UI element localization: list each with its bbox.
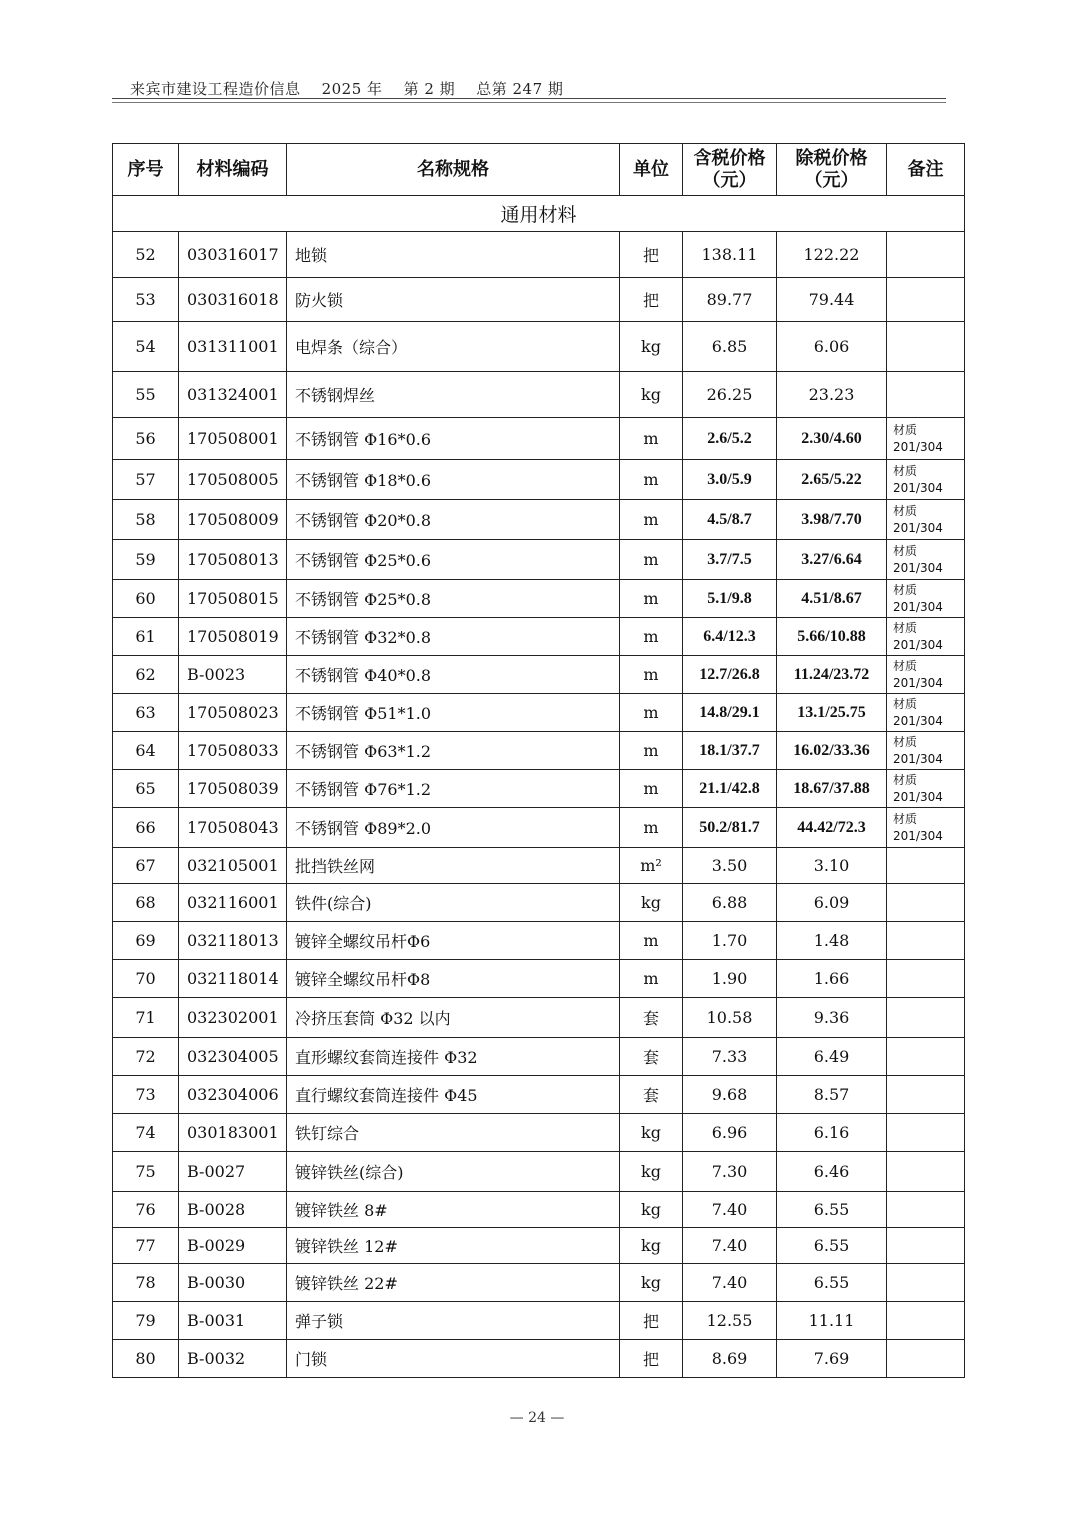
cell-seq: 75 — [113, 1152, 179, 1192]
cell-seq: 70 — [113, 960, 179, 998]
cell-notax-price: 6.49 — [777, 1038, 887, 1076]
cell-notax-price: 79.44 — [777, 278, 887, 322]
cell-name: 不锈钢管 Φ25*0.6 — [287, 540, 620, 580]
cell-notax-price: 11.24/23.72 — [777, 656, 887, 694]
cell-code: 170508033 — [179, 732, 287, 770]
cell-tax-price: 3.7/7.5 — [683, 540, 777, 580]
cell-note — [887, 998, 965, 1038]
cell-note: 材质 201/304 — [887, 732, 965, 770]
table-row — [113, 848, 965, 884]
page-header: 来宾市建设工程造价信息 2025 年 第 2 期 总第 247 期 — [130, 80, 564, 98]
table-row — [113, 998, 965, 1038]
cell-note — [887, 232, 965, 278]
cell-code: 170508043 — [179, 808, 287, 848]
cell-tax-price: 7.40 — [683, 1192, 777, 1228]
cell-note: 材质 201/304 — [887, 770, 965, 808]
cell-notax-price: 3.98/7.70 — [777, 500, 887, 540]
cell-name: 镀锌铁丝 8# — [287, 1192, 620, 1228]
cell-seq: 67 — [113, 848, 179, 884]
cell-unit: kg — [620, 884, 683, 922]
table-row — [113, 500, 965, 540]
table-row — [113, 372, 965, 418]
cell-seq: 61 — [113, 618, 179, 656]
cell-unit: 把 — [620, 232, 683, 278]
cell-note: 材质 201/304 — [887, 418, 965, 460]
cell-unit: m — [620, 694, 683, 732]
cell-tax-price: 10.58 — [683, 998, 777, 1038]
cell-unit: m — [620, 656, 683, 694]
cell-code: 031324001 — [179, 372, 287, 418]
table-row — [113, 232, 965, 278]
header-code: 材料编码 — [179, 144, 287, 196]
cell-tax-price: 6.4/12.3 — [683, 618, 777, 656]
cell-unit: 套 — [620, 1038, 683, 1076]
table-row — [113, 1152, 965, 1192]
cell-note — [887, 1152, 965, 1192]
cell-notax-price: 6.55 — [777, 1192, 887, 1228]
cell-notax-price: 6.06 — [777, 322, 887, 372]
cell-notax-price: 122.22 — [777, 232, 887, 278]
cell-name: 防火锁 — [287, 278, 620, 322]
cell-note — [887, 960, 965, 998]
cell-seq: 56 — [113, 418, 179, 460]
cell-unit: m — [620, 770, 683, 808]
table-row — [113, 278, 965, 322]
cell-tax-price: 21.1/42.8 — [683, 770, 777, 808]
cell-code: 032302001 — [179, 998, 287, 1038]
cell-name: 门锁 — [287, 1340, 620, 1378]
cell-unit: m — [620, 618, 683, 656]
cell-name: 不锈钢管 Φ16*0.6 — [287, 418, 620, 460]
cell-note: 材质 201/304 — [887, 808, 965, 848]
cell-code: B-0028 — [179, 1192, 287, 1228]
cell-seq: 80 — [113, 1340, 179, 1378]
cell-unit: m — [620, 540, 683, 580]
cell-code: 032304006 — [179, 1076, 287, 1114]
cell-name: 不锈钢管 Φ20*0.8 — [287, 500, 620, 540]
cell-tax-price: 138.11 — [683, 232, 777, 278]
cell-notax-price: 7.69 — [777, 1340, 887, 1378]
cell-seq: 53 — [113, 278, 179, 322]
cell-code: 170508023 — [179, 694, 287, 732]
cell-tax-price: 50.2/81.7 — [683, 808, 777, 848]
cell-name: 不锈钢管 Φ40*0.8 — [287, 656, 620, 694]
cell-seq: 69 — [113, 922, 179, 960]
cell-code: 170508005 — [179, 460, 287, 500]
cell-name: 直行螺纹套筒连接件 Φ45 — [287, 1076, 620, 1114]
cell-seq: 71 — [113, 998, 179, 1038]
cell-tax-price: 1.70 — [683, 922, 777, 960]
cell-note — [887, 848, 965, 884]
cell-unit: m — [620, 580, 683, 618]
cell-seq: 72 — [113, 1038, 179, 1076]
cell-note — [887, 1076, 965, 1114]
cell-seq: 64 — [113, 732, 179, 770]
header-notax-price: 除税价格（元） — [777, 144, 887, 196]
header-note: 备注 — [887, 144, 965, 196]
cell-notax-price: 16.02/33.36 — [777, 732, 887, 770]
table-row — [113, 1076, 965, 1114]
header-rule — [112, 98, 946, 99]
cell-unit: 把 — [620, 278, 683, 322]
cell-code: 032105001 — [179, 848, 287, 884]
cell-code: 170508009 — [179, 500, 287, 540]
cell-notax-price: 18.67/37.88 — [777, 770, 887, 808]
cell-unit: m — [620, 418, 683, 460]
table-row — [113, 1228, 965, 1264]
cell-seq: 52 — [113, 232, 179, 278]
cell-code: 170508013 — [179, 540, 287, 580]
table-row — [113, 1192, 965, 1228]
cell-notax-price: 6.16 — [777, 1114, 887, 1152]
cell-name: 铁钉综合 — [287, 1114, 620, 1152]
cell-seq: 63 — [113, 694, 179, 732]
cell-name: 镀锌全螺纹吊杆Φ6 — [287, 922, 620, 960]
cell-unit: kg — [620, 1228, 683, 1264]
cell-tax-price: 4.5/8.7 — [683, 500, 777, 540]
cell-code: 032118013 — [179, 922, 287, 960]
cell-seq: 57 — [113, 460, 179, 500]
cell-code: 170508015 — [179, 580, 287, 618]
cell-note — [887, 922, 965, 960]
cell-code: B-0029 — [179, 1228, 287, 1264]
cell-code: 170508001 — [179, 418, 287, 460]
cell-tax-price: 3.0/5.9 — [683, 460, 777, 500]
cell-notax-price: 13.1/25.75 — [777, 694, 887, 732]
cell-seq: 73 — [113, 1076, 179, 1114]
cell-name: 不锈钢管 Φ89*2.0 — [287, 808, 620, 848]
table-row — [113, 1038, 965, 1076]
table-row — [113, 808, 965, 848]
cell-seq: 66 — [113, 808, 179, 848]
cell-unit: kg — [620, 1114, 683, 1152]
cell-note — [887, 372, 965, 418]
cell-note — [887, 322, 965, 372]
cell-notax-price: 6.55 — [777, 1228, 887, 1264]
cell-seq: 55 — [113, 372, 179, 418]
section-title: 通用材料 — [113, 196, 965, 232]
cell-code: 030183001 — [179, 1114, 287, 1152]
cell-code: 170508019 — [179, 618, 287, 656]
cell-code: B-0023 — [179, 656, 287, 694]
table-row — [113, 770, 965, 808]
cell-unit: m² — [620, 848, 683, 884]
cell-notax-price: 6.55 — [777, 1264, 887, 1302]
cell-tax-price: 9.68 — [683, 1076, 777, 1114]
cell-seq: 60 — [113, 580, 179, 618]
cell-tax-price: 6.88 — [683, 884, 777, 922]
cell-tax-price: 7.40 — [683, 1228, 777, 1264]
cell-code: 030316018 — [179, 278, 287, 322]
cell-name: 铁件(综合) — [287, 884, 620, 922]
cell-note: 材质 201/304 — [887, 500, 965, 540]
cell-tax-price: 7.40 — [683, 1264, 777, 1302]
cell-unit: kg — [620, 322, 683, 372]
cell-tax-price: 2.6/5.2 — [683, 418, 777, 460]
cell-note — [887, 1192, 965, 1228]
cell-code: 032116001 — [179, 884, 287, 922]
cell-code: 032118014 — [179, 960, 287, 998]
cell-name: 不锈钢管 Φ32*0.8 — [287, 618, 620, 656]
section-row — [113, 196, 965, 232]
cell-notax-price: 5.66/10.88 — [777, 618, 887, 656]
cell-note — [887, 884, 965, 922]
cell-unit: 套 — [620, 1076, 683, 1114]
cell-tax-price: 6.85 — [683, 322, 777, 372]
cell-code: B-0031 — [179, 1302, 287, 1340]
table-row — [113, 732, 965, 770]
cell-name: 直形螺纹套筒连接件 Φ32 — [287, 1038, 620, 1076]
table-row — [113, 418, 965, 460]
cell-note: 材质 201/304 — [887, 656, 965, 694]
cell-unit: kg — [620, 1152, 683, 1192]
header-unit: 单位 — [620, 144, 683, 196]
cell-notax-price: 2.65/5.22 — [777, 460, 887, 500]
table-row — [113, 618, 965, 656]
cell-notax-price: 6.46 — [777, 1152, 887, 1192]
cell-seq: 58 — [113, 500, 179, 540]
cell-seq: 74 — [113, 1114, 179, 1152]
cell-notax-price: 4.51/8.67 — [777, 580, 887, 618]
cell-note: 材质 201/304 — [887, 460, 965, 500]
cell-note — [887, 278, 965, 322]
cell-notax-price: 1.48 — [777, 922, 887, 960]
table-row — [113, 1264, 965, 1302]
cell-tax-price: 7.30 — [683, 1152, 777, 1192]
cell-name: 不锈钢焊丝 — [287, 372, 620, 418]
cell-notax-price: 1.66 — [777, 960, 887, 998]
cell-unit: m — [620, 808, 683, 848]
cell-name: 不锈钢管 Φ51*1.0 — [287, 694, 620, 732]
cell-name: 批挡铁丝网 — [287, 848, 620, 884]
cell-tax-price: 6.96 — [683, 1114, 777, 1152]
cell-note — [887, 1340, 965, 1378]
cell-code: 030316017 — [179, 232, 287, 278]
cell-name: 不锈钢管 Φ25*0.8 — [287, 580, 620, 618]
table-header-row — [113, 144, 965, 196]
table-row — [113, 460, 965, 500]
cell-tax-price: 18.1/37.7 — [683, 732, 777, 770]
cell-seq: 59 — [113, 540, 179, 580]
cell-tax-price: 12.55 — [683, 1302, 777, 1340]
cell-unit: m — [620, 922, 683, 960]
cell-note: 材质 201/304 — [887, 580, 965, 618]
table-row — [113, 656, 965, 694]
cell-notax-price: 3.10 — [777, 848, 887, 884]
table-row — [113, 580, 965, 618]
cell-unit: m — [620, 960, 683, 998]
cell-note — [887, 1114, 965, 1152]
cell-unit: m — [620, 460, 683, 500]
cell-name: 冷挤压套筒 Φ32 以内 — [287, 998, 620, 1038]
cell-seq: 76 — [113, 1192, 179, 1228]
cell-notax-price: 8.57 — [777, 1076, 887, 1114]
cell-code: B-0030 — [179, 1264, 287, 1302]
cell-unit: 把 — [620, 1340, 683, 1378]
cell-seq: 79 — [113, 1302, 179, 1340]
cell-seq: 78 — [113, 1264, 179, 1302]
cell-name: 弹子锁 — [287, 1302, 620, 1340]
cell-name: 不锈钢管 Φ18*0.6 — [287, 460, 620, 500]
cell-unit: 套 — [620, 998, 683, 1038]
cell-tax-price: 7.33 — [683, 1038, 777, 1076]
cell-notax-price: 9.36 — [777, 998, 887, 1038]
cell-tax-price: 89.77 — [683, 278, 777, 322]
cell-note — [887, 1302, 965, 1340]
header-name: 名称规格 — [287, 144, 620, 196]
cell-seq: 65 — [113, 770, 179, 808]
cell-name: 地锁 — [287, 232, 620, 278]
cell-unit: kg — [620, 1192, 683, 1228]
cell-code: B-0027 — [179, 1152, 287, 1192]
table-row — [113, 322, 965, 372]
cell-note — [887, 1264, 965, 1302]
cell-code: 032304005 — [179, 1038, 287, 1076]
cell-note: 材质 201/304 — [887, 694, 965, 732]
cell-tax-price: 5.1/9.8 — [683, 580, 777, 618]
cell-name: 镀锌全螺纹吊杆Φ8 — [287, 960, 620, 998]
table-row — [113, 694, 965, 732]
price-table — [112, 143, 965, 1378]
table-row — [113, 960, 965, 998]
cell-code: B-0032 — [179, 1340, 287, 1378]
cell-seq: 62 — [113, 656, 179, 694]
table-row — [113, 540, 965, 580]
cell-notax-price: 23.23 — [777, 372, 887, 418]
cell-unit: 把 — [620, 1302, 683, 1340]
cell-notax-price: 3.27/6.64 — [777, 540, 887, 580]
table-row — [113, 884, 965, 922]
cell-tax-price: 8.69 — [683, 1340, 777, 1378]
cell-name: 不锈钢管 Φ63*1.2 — [287, 732, 620, 770]
cell-code: 031311001 — [179, 322, 287, 372]
cell-seq: 54 — [113, 322, 179, 372]
cell-tax-price: 1.90 — [683, 960, 777, 998]
table-row — [113, 1302, 965, 1340]
cell-note — [887, 1038, 965, 1076]
cell-note — [887, 1228, 965, 1264]
cell-name: 电焊条（综合） — [287, 322, 620, 372]
cell-notax-price: 2.30/4.60 — [777, 418, 887, 460]
cell-notax-price: 44.42/72.3 — [777, 808, 887, 848]
cell-unit: kg — [620, 372, 683, 418]
cell-name: 镀锌铁丝 12# — [287, 1228, 620, 1264]
cell-tax-price: 3.50 — [683, 848, 777, 884]
table-row — [113, 1340, 965, 1378]
cell-tax-price: 26.25 — [683, 372, 777, 418]
cell-seq: 77 — [113, 1228, 179, 1264]
cell-notax-price: 6.09 — [777, 884, 887, 922]
cell-name: 不锈钢管 Φ76*1.2 — [287, 770, 620, 808]
cell-note: 材质 201/304 — [887, 540, 965, 580]
cell-tax-price: 12.7/26.8 — [683, 656, 777, 694]
cell-unit: m — [620, 500, 683, 540]
cell-name: 镀锌铁丝(综合) — [287, 1152, 620, 1192]
cell-notax-price: 11.11 — [777, 1302, 887, 1340]
cell-unit: kg — [620, 1264, 683, 1302]
cell-unit: m — [620, 732, 683, 770]
cell-tax-price: 14.8/29.1 — [683, 694, 777, 732]
cell-name: 镀锌铁丝 22# — [287, 1264, 620, 1302]
header-seq: 序号 — [113, 144, 179, 196]
header-tax-price: 含税价格（元） — [683, 144, 777, 196]
cell-note: 材质 201/304 — [887, 618, 965, 656]
table-row — [113, 1114, 965, 1152]
header-rule-thin — [112, 102, 946, 103]
cell-seq: 68 — [113, 884, 179, 922]
cell-code: 170508039 — [179, 770, 287, 808]
page-number: — 24 — — [509, 1410, 565, 1426]
table-row — [113, 922, 965, 960]
